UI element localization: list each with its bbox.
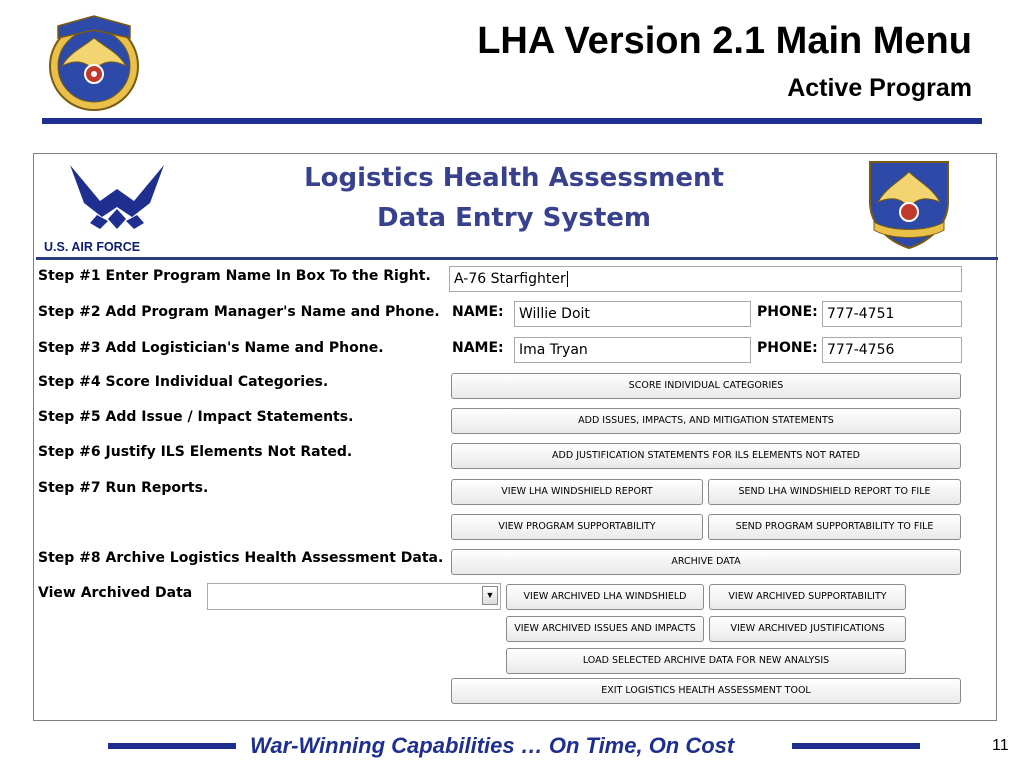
- page-number: 11: [992, 737, 1009, 754]
- send-supportability-button[interactable]: SEND PROGRAM SUPPORTABILITY TO FILE: [708, 514, 961, 540]
- step2-label: Step #2 Add Program Manager's Name and Phone.: [38, 304, 440, 320]
- step5-label: Step #5 Add Issue / Impact Statements.: [38, 409, 354, 425]
- slide-tagline: War-Winning Capabilities … On Time, On Cost: [250, 733, 735, 758]
- program-name-value: A-76 Starfighter: [454, 271, 566, 287]
- step8-label: Step #8 Archive Logistics Health Assessment Data.: [38, 550, 444, 566]
- chevron-down-icon[interactable]: ▼: [482, 586, 498, 605]
- step3-label: Step #3 Add Logistician's Name and Phone.: [38, 340, 384, 356]
- pm-phone-field[interactable]: 777-4751: [822, 301, 962, 327]
- form-header-divider: [36, 257, 998, 260]
- step4-label: Step #4 Score Individual Categories.: [38, 374, 329, 390]
- afmc-emblem-icon: [40, 8, 148, 116]
- score-categories-button[interactable]: SCORE INDIVIDUAL CATEGORIES: [451, 373, 961, 399]
- footer-rule-right: [792, 743, 920, 749]
- program-name-field[interactable]: [449, 266, 962, 292]
- pm-name-label: NAME:: [452, 304, 504, 320]
- lha-data-entry-form: [33, 153, 997, 721]
- log-phone-label: PHONE:: [757, 340, 818, 356]
- afmc-shield-icon: [860, 156, 958, 252]
- text-cursor: [567, 271, 568, 287]
- app-title-line2: Data Entry System: [377, 203, 651, 233]
- load-archive-button[interactable]: LOAD SELECTED ARCHIVE DATA FOR NEW ANALYSIS: [506, 648, 906, 674]
- step1-label: Step #1 Enter Program Name In Box To the Right.: [38, 268, 431, 284]
- step6-label: Step #6 Justify ILS Elements Not Rated.: [38, 444, 353, 460]
- app-title-line1: Logistics Health Assessment: [304, 163, 724, 193]
- exit-tool-button[interactable]: EXIT LOGISTICS HEALTH ASSESSMENT TOOL: [451, 678, 961, 704]
- air-force-label: U.S. AIR FORCE: [44, 240, 141, 254]
- pm-phone-label: PHONE:: [757, 304, 818, 320]
- slide-subtitle: Active Program: [787, 74, 972, 102]
- send-windshield-report-button[interactable]: SEND LHA WINDSHIELD REPORT TO FILE: [708, 479, 961, 505]
- archive-select[interactable]: [207, 583, 501, 610]
- view-archived-supportability-button[interactable]: VIEW ARCHIVED SUPPORTABILITY: [709, 584, 906, 610]
- logistician-name-field[interactable]: Ima Tryan: [514, 337, 751, 363]
- view-archived-issues-button[interactable]: VIEW ARCHIVED ISSUES AND IMPACTS: [506, 616, 704, 642]
- footer-rule-left: [108, 743, 236, 749]
- add-issues-button[interactable]: ADD ISSUES, IMPACTS, AND MITIGATION STATEMENTS: [451, 408, 961, 434]
- logistician-phone-field[interactable]: 777-4756: [822, 337, 962, 363]
- pm-name-field[interactable]: Willie Doit: [514, 301, 751, 327]
- archive-data-button[interactable]: ARCHIVE DATA: [451, 549, 961, 575]
- add-justification-button[interactable]: ADD JUSTIFICATION STATEMENTS FOR ILS ELEMENTS NOT RATED: [451, 443, 961, 469]
- view-archived-label: View Archived Data: [38, 585, 193, 601]
- view-supportability-button[interactable]: VIEW PROGRAM SUPPORTABILITY: [451, 514, 703, 540]
- view-archived-justifications-button[interactable]: VIEW ARCHIVED JUSTIFICATIONS: [709, 616, 906, 642]
- header-divider: [42, 118, 982, 124]
- view-archived-windshield-button[interactable]: VIEW ARCHIVED LHA WINDSHIELD: [506, 584, 704, 610]
- app-title: [234, 158, 794, 238]
- view-windshield-report-button[interactable]: VIEW LHA WINDSHIELD REPORT: [451, 479, 703, 505]
- step7-label: Step #7 Run Reports.: [38, 480, 209, 496]
- slide-title: LHA Version 2.1 Main Menu: [477, 20, 972, 62]
- log-name-label: NAME:: [452, 340, 504, 356]
